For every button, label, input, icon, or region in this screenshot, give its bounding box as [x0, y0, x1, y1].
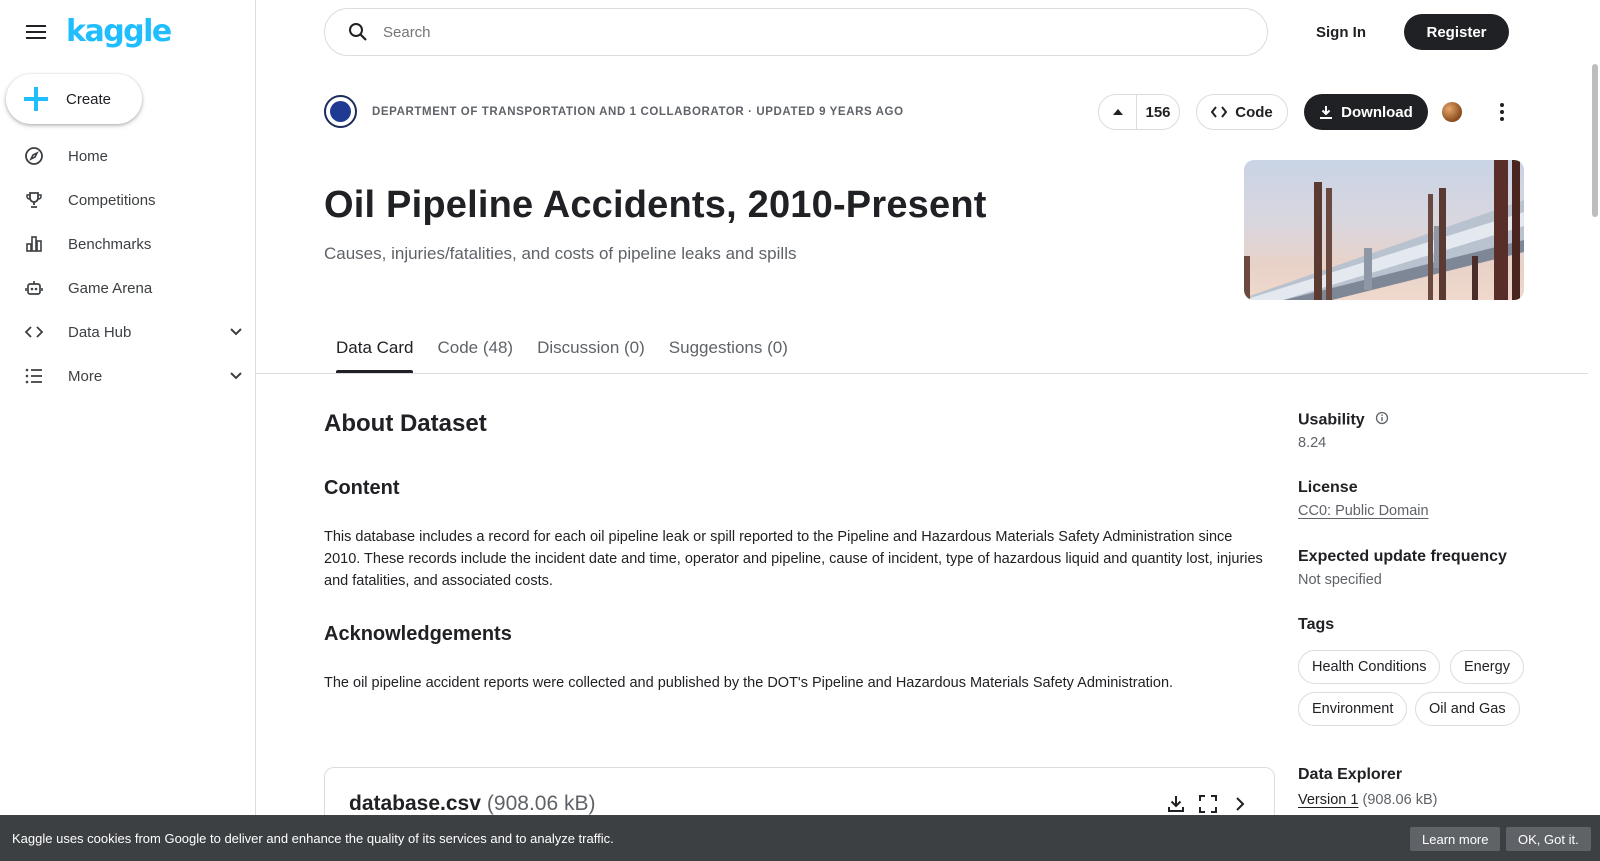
menu-icon[interactable] [24, 20, 48, 44]
more-vert-icon[interactable] [1490, 98, 1514, 126]
page-title: Oil Pipeline Accidents, 2010-Present [324, 184, 987, 226]
list-icon [0, 366, 68, 386]
version-size: (908.06 kB) [1362, 792, 1438, 808]
usability-label-text: Usability [1298, 411, 1365, 429]
owner-meta: DEPARTMENT OF TRANSPORTATION AND 1 COLLABORATOR · UPDATED 9 YEARS AGO [372, 106, 904, 118]
license-label: License [1298, 479, 1358, 496]
file-name: database.csv [349, 792, 481, 815]
search-input[interactable] [383, 24, 1267, 41]
vote-count[interactable]: 156 [1145, 103, 1171, 121]
sidebar-item-label: Competitions [68, 191, 156, 209]
download-button-label: Download [1341, 103, 1413, 121]
compass-icon [0, 146, 68, 166]
upvote-widget [1098, 94, 1180, 130]
tab-bar [324, 332, 800, 374]
sidebar-item-benchmarks[interactable] [0, 224, 256, 264]
code-button-label: Code [1235, 103, 1273, 121]
sidebar-item-game-arena[interactable] [0, 268, 256, 308]
data-explorer-label: Data Explorer [1298, 766, 1403, 783]
sidebar-item-competitions[interactable] [0, 180, 256, 220]
user-avatar[interactable] [1442, 102, 1462, 122]
trophy-icon [0, 190, 68, 210]
code-brackets-icon [0, 322, 68, 342]
license-link[interactable]: CC0: Public Domain [1298, 503, 1429, 519]
search-icon [325, 22, 383, 42]
update-frequency-label: Expected update frequency [1298, 548, 1507, 565]
file-title[interactable] [349, 792, 595, 816]
owner-avatar[interactable] [324, 95, 357, 128]
chevron-down-icon[interactable] [216, 328, 256, 336]
tag-chip[interactable]: Health Conditions [1298, 650, 1440, 684]
learn-more-button[interactable]: Learn more [1410, 827, 1500, 851]
download-button[interactable] [1304, 94, 1428, 130]
sidebar-item-home[interactable] [0, 136, 256, 176]
tab-data-card[interactable]: Data Card [324, 332, 425, 374]
usability-label [1298, 411, 1389, 430]
about-heading: About Dataset [324, 410, 487, 437]
create-button[interactable] [6, 74, 142, 124]
content-paragraph: This database includes a record for each oil pipeline leak or spill reported to the Pipeline and Hazardous Materials Safety Administration since 2010. These records include the incident date and time, operator and pipeline, cause of incident, type of hazardous liquid and quantity lost, injuries and fatalities, and associated costs. [324, 529, 1263, 589]
tag-chip[interactable]: Energy [1450, 650, 1524, 684]
register-button[interactable]: Register [1404, 14, 1509, 50]
create-label: Create [66, 90, 112, 108]
tag-chip[interactable]: Oil and Gas [1415, 692, 1520, 726]
dot-seal-icon [330, 101, 351, 122]
tags-label: Tags [1298, 616, 1335, 633]
cookie-message: Kaggle uses cookies from Google to deliver and enhance the quality of its services and to analyze traffic. [12, 830, 614, 846]
upvote-button[interactable] [1099, 95, 1137, 129]
tab-divider [256, 373, 1588, 374]
fullscreen-icon[interactable] [1196, 792, 1220, 816]
sidebar-item-label: Game Arena [68, 279, 153, 297]
update-frequency-value: Not specified [1298, 572, 1382, 588]
caret-up-icon [1112, 108, 1124, 116]
usability-value: 8.24 [1298, 435, 1327, 451]
sidebar-item-label: Home [68, 147, 109, 165]
code-button[interactable] [1196, 94, 1288, 130]
info-icon[interactable] [1375, 411, 1389, 430]
kaggle-logo[interactable]: kaggle [66, 14, 171, 49]
tag-chip[interactable]: Environment [1298, 692, 1407, 726]
sidebar [0, 0, 256, 861]
chevron-right-icon[interactable] [1228, 792, 1252, 816]
sidebar-item-data-hub[interactable] [0, 312, 256, 352]
data-explorer-version [1298, 792, 1437, 808]
acknowledgements-heading: Acknowledgements [324, 623, 512, 645]
search-bar[interactable] [324, 8, 1268, 56]
chevron-down-icon[interactable] [216, 372, 256, 380]
tab-discussion[interactable]: Discussion (0) [537, 338, 645, 357]
version-link[interactable]: Version 1 [1298, 792, 1359, 808]
robot-icon [0, 278, 68, 298]
acknowledgements-paragraph: The oil pipeline accident reports were collected and published by the DOT's Pipeline and Hazardous Materials Safety Administration. [324, 675, 1174, 691]
cookie-ok-button[interactable]: OK, Got it. [1506, 827, 1591, 851]
sidebar-item-label: Data Hub [68, 323, 132, 341]
plus-icon [6, 86, 66, 112]
sign-in-button[interactable]: Sign In [1316, 23, 1366, 41]
code-brackets-icon [1211, 105, 1227, 119]
dataset-cover-image [1244, 160, 1524, 300]
sidebar-item-label: More [68, 367, 103, 385]
content-heading: Content [324, 477, 400, 499]
page-subtitle: Causes, injuries/fatalities, and costs of pipeline leaks and spills [324, 244, 797, 263]
tab-code[interactable]: Code (48) [437, 338, 514, 357]
cookie-banner [0, 815, 1600, 861]
download-icon [1319, 105, 1333, 119]
bar-chart-icon [0, 234, 68, 254]
sidebar-item-label: Benchmarks [68, 235, 152, 253]
sidebar-item-more[interactable] [0, 356, 256, 396]
file-size: (908.06 kB) [486, 792, 596, 815]
download-icon[interactable] [1164, 792, 1188, 816]
scrollbar[interactable] [1592, 64, 1598, 217]
tab-suggestions[interactable]: Suggestions (0) [668, 338, 788, 357]
